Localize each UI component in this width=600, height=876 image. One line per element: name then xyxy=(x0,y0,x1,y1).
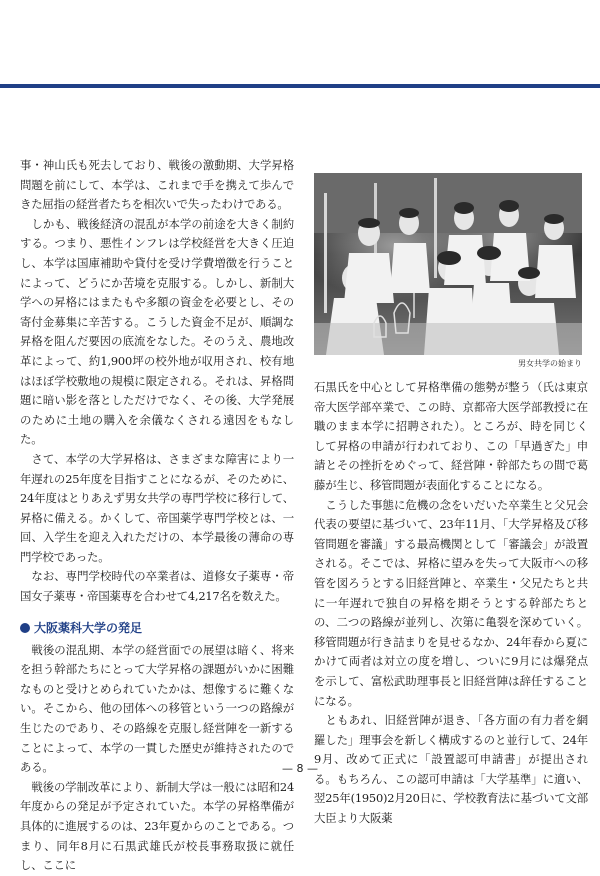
photo-caption: 男女共学の始まり xyxy=(518,359,582,368)
paragraph: さて、本学の大学昇格は、さまざまな障害により一年遅れの25年度を目指すことになるが、そのために、24年度はとりあえず男女共学の専門学校に移行して、昇格に備える。かくして、帝国薬学専門学校とは、一回、入学生を迎え入れただけの、本学最後の薄命の専門学校であった。 xyxy=(20,451,294,564)
paragraph: なお、専門学校時代の卒業者は、道修女子薬専・帝国女子薬専・帝国薬専を合わせて4,217名を数えた。 xyxy=(20,569,294,604)
paragraph: ともあれ、旧経営陣が退き、「各方面の有力者を網羅した」理事会を新しく構成するのと並行して、24年9月、改めて正式に「設置認可申請書」が提出される。もちろん、この認可申請は「大学基準」に適い、翌25年(1950)2月20日に、学校教育法に基づいて文部大臣より大阪薬 xyxy=(314,713,588,826)
section-heading xyxy=(20,617,294,639)
photo-illustration xyxy=(314,173,582,355)
paragraph: しかも、戦後経済の混乱が本学の前途を大きく制約する。つまり、悪性インフレは学校経営を大きく圧迫し、本学は国庫補助や貸付を受け学費増徴を行うことによって、どうにか苦境を克服する。しかし、新制大学への昇格にはまたもや多額の資金を必要とし、その寄付金募集に辛苦する。こうした資金不足が、順調な昇格を阻んだ要因の底流をなした。そのうえ、農地改革によって、約1,900坪の校外地が収用され、校有地はほぼ学校敷地の規模に限定される。それは、昇格問題に暗い影を落としただけでなく、その後、大学発展のために土地の購入を余儀なくされる遠因をもなした。 xyxy=(20,216,294,447)
paragraph: こうした事態に危機の念をいだいた卒業生と父兄会代表の要望に基づいて、23年11月、「大学昇格及び移管問題を審議」する最高機関として「審議会」が設置される。そこでは、昇格に望みを失って大阪市への移管を図ろうとする旧経営陣と、卒業生・父兄たちと共に一年遅れで独自の昇格を期そうとする幹部たちとの、二つの路線が並列し、次第に亀裂を深めていく。移管問題が行き詰まりを見せるなか、24年春から夏にかけて両者は対立の度を増し、ついに9月には爆発点を示して、富松武助理事長と旧経営陣は辞任することになる。 xyxy=(314,497,588,708)
bullet-icon xyxy=(20,623,30,633)
paragraph: 戦後の混乱期、本学の経営面での展望は暗く、将来を担う幹部たちにとって大学昇格の課題がいかに困難なものと受けとめられていたかは、想像するに難くない。そこから、他の団体への移管という一つの路線が生じたのであり、その路線を克服し経営陣を一新することによって、本学の一貫した歴史が維持されたのである。 xyxy=(20,642,294,775)
section-heading-text: 大阪薬科大学の発足 xyxy=(34,621,143,636)
page-number: — 8 — xyxy=(282,762,318,775)
paragraph: 戦後の学制改革により、新制大学は一般には昭和24年度からの発足が予定されていた。本学の昇格準備が具体的に進展するのは、23年夏からのことである。つまり、同年8月に石黒武雄氏が校長事務取扱に就任し、ここに xyxy=(20,779,294,873)
paragraph: 石黒氏を中心として昇格準備の態勢が整う（氏は東京帝大医学部卒業で、この時、京都帝大医学部教授に在職のまま本学に招聘された）。ところが、時を同じくして昇格の申請が行われており、この「早過ぎた」申請とその挫折をめぐって、経営陣・幹部たちの間で葛藤が生じ、移管問題が表面化することになる。 xyxy=(314,380,588,492)
header-rule xyxy=(0,84,600,88)
paragraph: 事・神山氏も死去しており、戦後の激動期、大学昇格問題を前にして、本学は、これまで手を携えて歩んできた屈指の経営者たちを相次いで失ったわけである。 xyxy=(20,158,294,212)
historical-photo xyxy=(314,173,582,355)
